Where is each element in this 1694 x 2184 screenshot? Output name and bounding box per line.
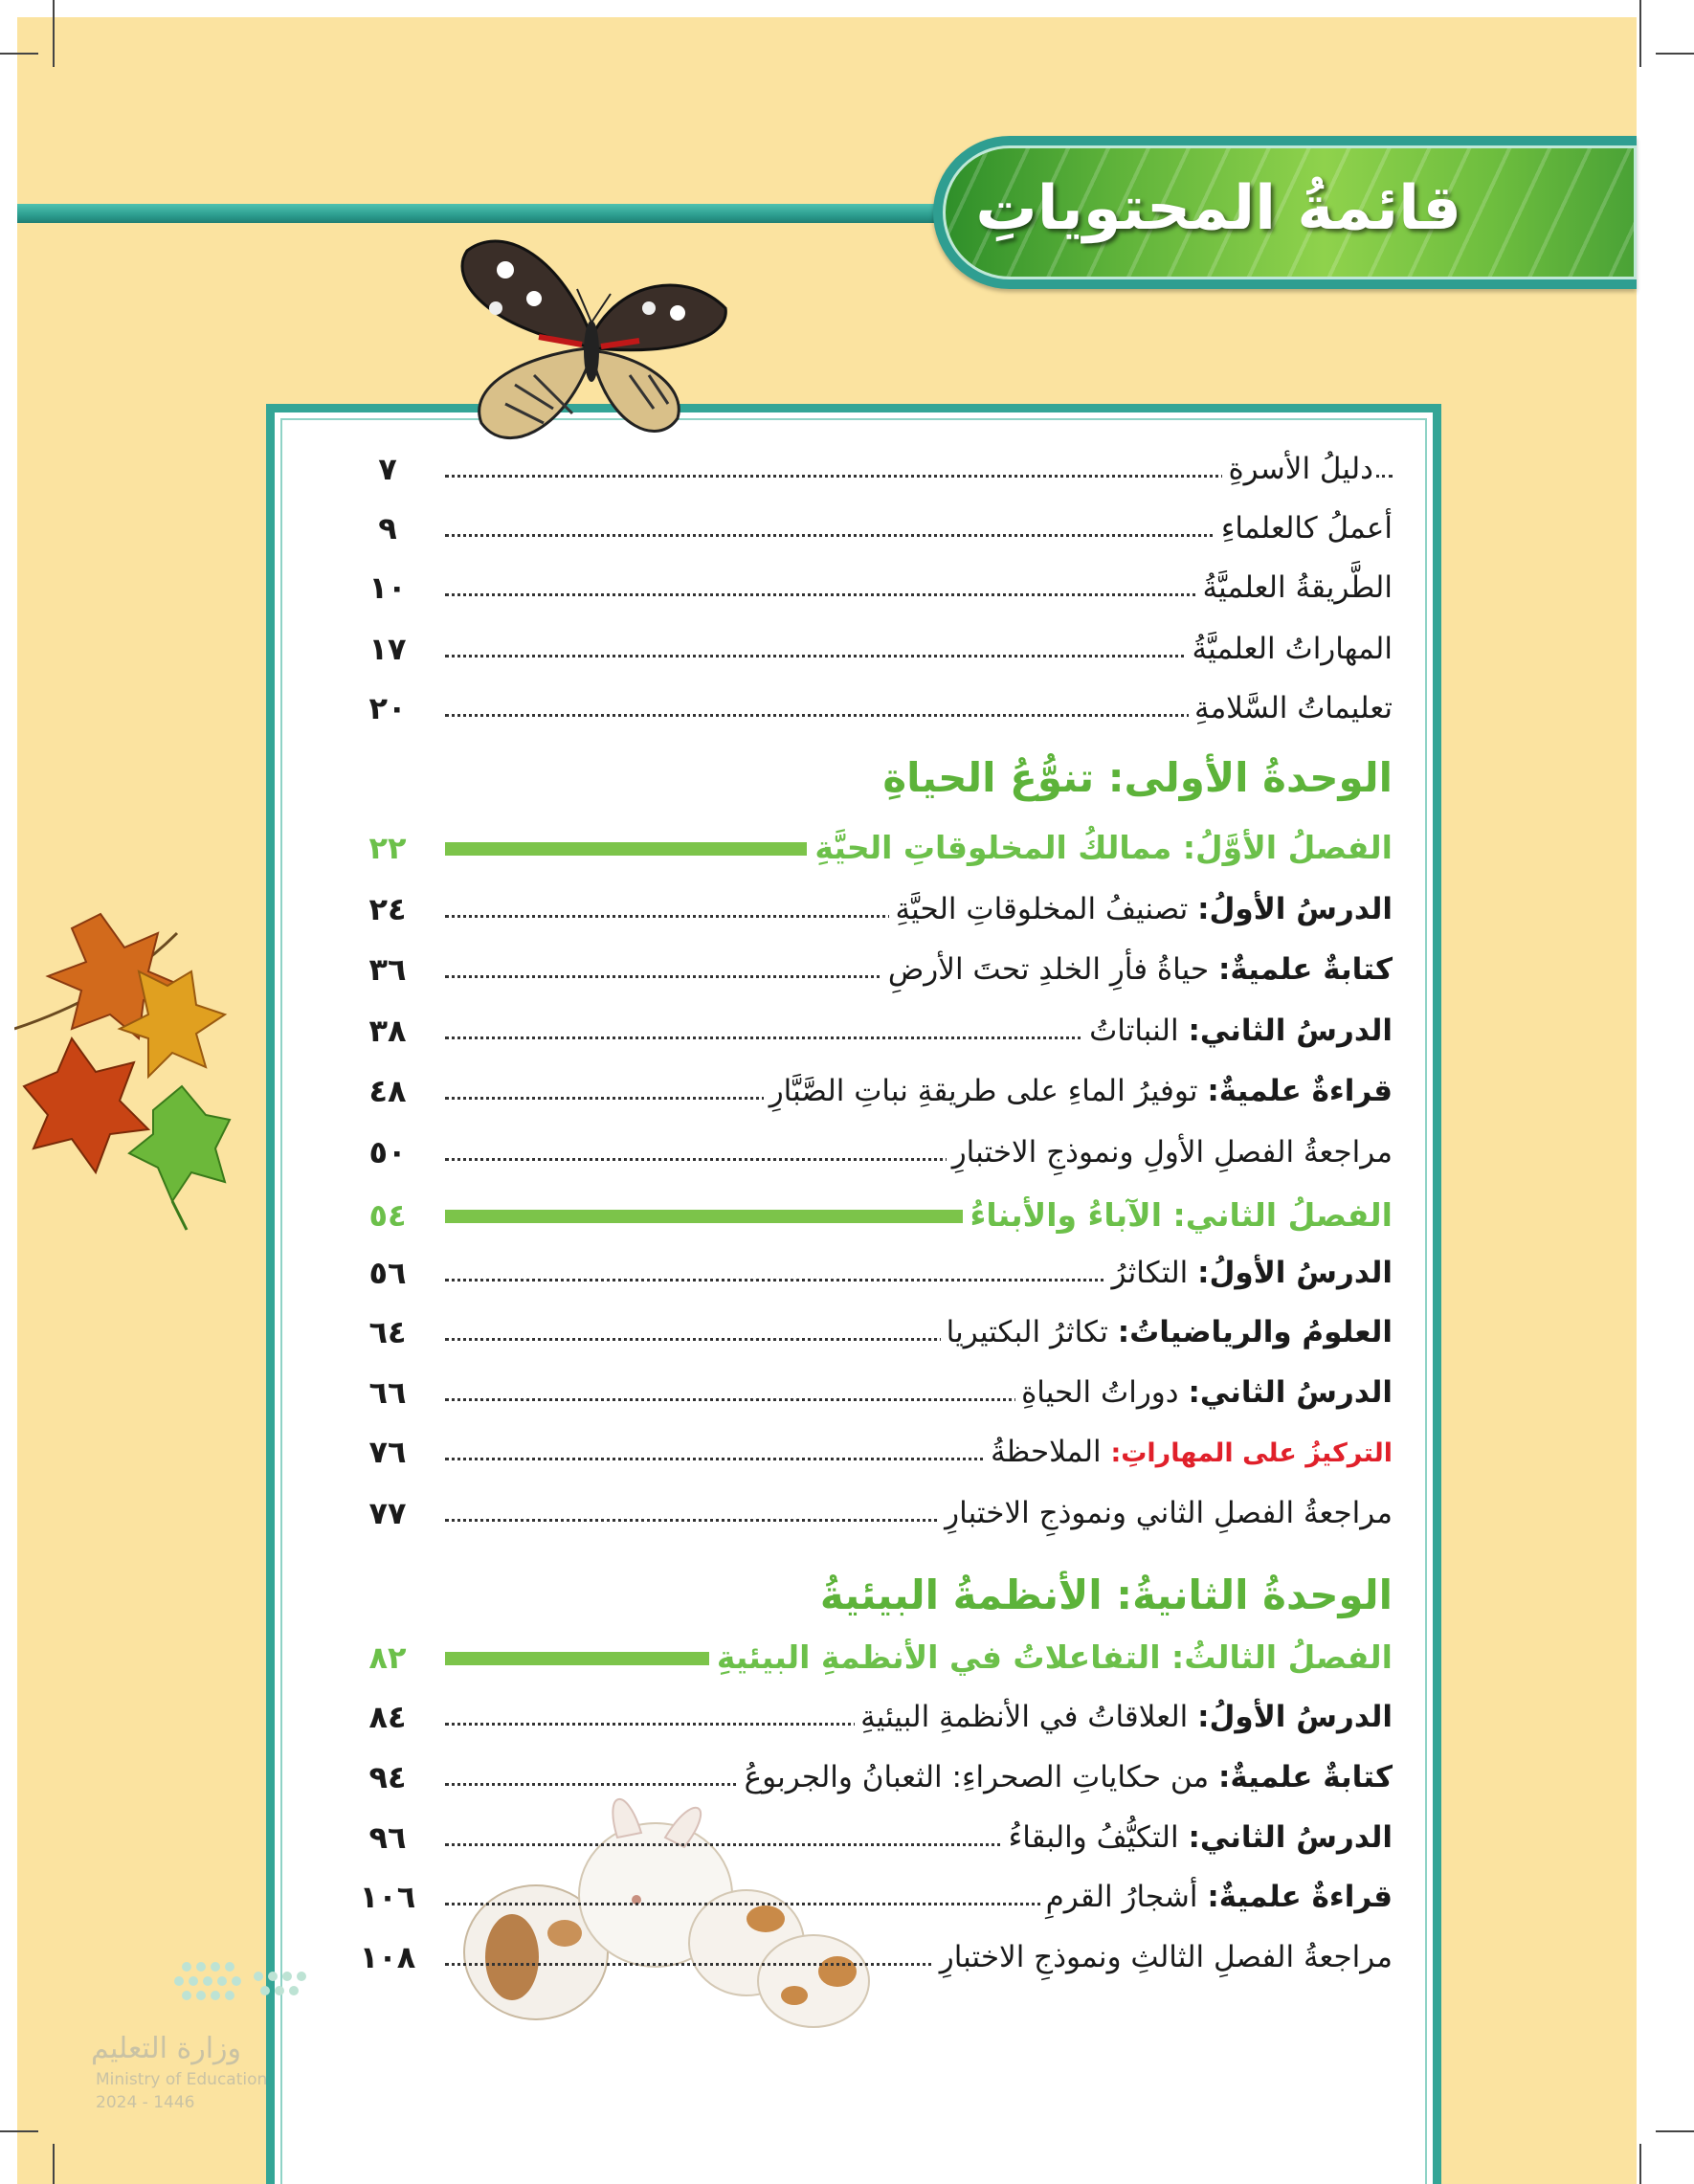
- toc-row-label: [889, 880, 1393, 938]
- toc-row-label: [1003, 1809, 1393, 1866]
- chapter-page: ٢٢: [368, 830, 407, 866]
- toc-row-text: التكيُّفُ والبقاءُ: [1008, 1820, 1179, 1855]
- toc-row-text: العلاقاتُ في الأنظمةِ البيئيةِ: [860, 1700, 1189, 1734]
- chapter-title: الفصلُ الثالثُ: التفاعلاتُ في الأنظمةِ البيئيةِ: [709, 1629, 1393, 1686]
- toc-row[interactable]: [349, 1688, 1393, 1746]
- toc-row-page: ٧٧: [368, 1495, 407, 1531]
- toc-row-label: تعليماتُ السَّلامةِ: [1189, 680, 1393, 737]
- crop-mark: [0, 53, 38, 55]
- chapter-title: الفصلُ الثاني: الآباءُ والأبناءُ: [963, 1187, 1393, 1244]
- ministry-name-en: Ministry of Education: [96, 2070, 268, 2089]
- header-line: [17, 204, 974, 223]
- toc-row-page: ٤٨: [368, 1073, 407, 1109]
- toc-row-page: ١٠٨: [359, 1939, 416, 1975]
- toc-row-text: الملاحظةُ: [990, 1435, 1102, 1469]
- toc-row-prefix: الدرسُ الثاني:: [1188, 1375, 1393, 1410]
- toc-row-prefix: الدرسُ الأولُ:: [1197, 1700, 1393, 1734]
- toc-row-label: [739, 1749, 1393, 1806]
- toc-row-text: تكاثرُ البكتيريا: [946, 1315, 1108, 1349]
- toc-row[interactable]: [349, 1124, 1393, 1181]
- ministry-dots-icon: [91, 1948, 340, 2015]
- unit-title: الوحدةُ الثانيةُ: الأنظمةُ البيئيةُ: [819, 1571, 1393, 1618]
- toc-row-text: التكاثرُ: [1111, 1256, 1189, 1290]
- toc-row[interactable]: [349, 1868, 1393, 1926]
- toc-row-label: المهاراتُ العلميَّةُ: [1186, 620, 1393, 678]
- autumn-leaves-illustration: [14, 895, 234, 1249]
- toc-row-label: [855, 1688, 1393, 1746]
- toc-row-page: ٩: [378, 510, 397, 546]
- toc-row-prefix: الدرسُ الأولُ:: [1197, 1256, 1393, 1290]
- toc-row-label: [764, 1062, 1393, 1120]
- toc-row-page: ٢٠: [368, 690, 407, 726]
- header-tab: [933, 136, 1637, 289]
- toc-row-page: ١٠: [368, 569, 407, 606]
- toc-row[interactable]: [349, 440, 1393, 498]
- toc-row[interactable]: [349, 880, 1393, 938]
- toc-row-page: ٣٦: [368, 951, 407, 988]
- toc-row[interactable]: [349, 1749, 1393, 1806]
- toc-row-prefix: الدرسُ الثاني:: [1188, 1820, 1393, 1855]
- toc-row-label: أعملُ كالعلماءِ: [1215, 500, 1393, 557]
- toc-row[interactable]: [349, 941, 1393, 998]
- chapter-row[interactable]: [349, 1629, 1393, 1686]
- crop-mark: [53, 0, 55, 67]
- toc-row[interactable]: [349, 1423, 1393, 1481]
- crop-mark: [1656, 2130, 1694, 2132]
- toc-row-label: [1040, 1868, 1393, 1926]
- toc-row-page: ٥٠: [368, 1134, 407, 1170]
- toc-row-label: الطَّريقةُ العلميَّةُ: [1196, 559, 1393, 616]
- ministry-name-ar: وزارة التعليم: [91, 2032, 242, 2065]
- toc-row-page: ٧٦: [368, 1434, 407, 1470]
- crop-mark: [1639, 0, 1641, 67]
- toc-row-prefix: الدرسُ الأولُ:: [1197, 892, 1393, 926]
- toc-row[interactable]: [349, 1928, 1393, 1986]
- toc-row-text: من حكاياتِ الصحراءِ: الثعبانُ والجربوعُ: [744, 1760, 1210, 1794]
- toc-row-text: النباتاتُ: [1089, 1014, 1179, 1048]
- toc-row-page: ٢٤: [368, 891, 407, 927]
- toc-row[interactable]: [349, 500, 1393, 557]
- page-title: قائمةُ المحتوياتِ: [975, 173, 1461, 244]
- toc-row-prefix: قراءةٌ علميةٌ:: [1207, 1074, 1393, 1108]
- toc-row[interactable]: [349, 1809, 1393, 1866]
- toc-row-page: ١٧: [368, 631, 407, 667]
- toc-row-page: ١٠٦: [359, 1879, 416, 1915]
- toc-row-prefix: الدرسُ الثاني:: [1188, 1014, 1393, 1048]
- toc-row-text: توفيرُ الماءِ على طريقةِ نباتِ الصَّبَّارِ: [769, 1074, 1198, 1108]
- toc-row-text: تصنيفُ المخلوقاتِ الحيَّةِ: [895, 892, 1189, 926]
- chapter-page: ٥٤: [368, 1197, 407, 1234]
- toc-row[interactable]: [349, 1304, 1393, 1361]
- crop-mark: [1656, 53, 1694, 55]
- toc-row-label: [1106, 1244, 1393, 1302]
- toc-row-label: [941, 1304, 1393, 1361]
- toc-row-label: [1015, 1364, 1393, 1421]
- toc-row-text: حياةُ فأرِ الخلدِ تحتَ الأرضِ: [887, 952, 1210, 987]
- toc-row-prefix: كتابةٌ علميةٌ:: [1217, 1760, 1393, 1794]
- toc-row-page: ٧: [378, 451, 397, 487]
- toc-row-label: مراجعةُ الفصلِ الثالثِ ونموذجِ الاختبارِ: [934, 1928, 1393, 1986]
- ministry-year: 2024 - 1446: [96, 2093, 195, 2112]
- toc-row-text: دوراتُ الحياةِ: [1021, 1375, 1179, 1410]
- crop-mark: [53, 2144, 55, 2184]
- toc-row-page: ٦٤: [368, 1314, 407, 1350]
- toc-row-prefix: قراءةٌ علميةٌ:: [1207, 1880, 1393, 1914]
- toc-row[interactable]: [349, 1484, 1393, 1542]
- toc-row-label: [1083, 1002, 1393, 1059]
- toc-row[interactable]: [349, 1002, 1393, 1059]
- toc-row-text: أشجارُ القرمِ: [1045, 1880, 1198, 1914]
- toc-row-label: دليلُ الأسرةِ: [1222, 440, 1373, 498]
- toc-row[interactable]: [349, 1364, 1393, 1421]
- chapter-row[interactable]: [349, 819, 1393, 877]
- unit-title: الوحدةُ الأولى: تنوُّعُ الحياةِ: [882, 754, 1393, 801]
- skills-focus-prefix: التركيزُ على المهاراتِ:: [1110, 1438, 1393, 1468]
- butterfly-illustration: [448, 222, 735, 461]
- toc-row-label: [985, 1423, 1393, 1482]
- toc-row[interactable]: [349, 620, 1393, 678]
- toc-row-page: ٣٨: [368, 1013, 407, 1049]
- toc-row-page: ٩٤: [368, 1759, 407, 1795]
- toc-row-label: [882, 941, 1393, 998]
- crop-mark: [0, 2130, 38, 2132]
- toc-row-prefix: العلومُ والرياضياتُ:: [1117, 1315, 1393, 1349]
- toc-row[interactable]: [349, 1244, 1393, 1302]
- toc-row-label: مراجعةُ الفصلِ الأولِ ونموذجِ الاختبارِ: [947, 1124, 1393, 1181]
- chapter-title: الفصلُ الأوَّلُ: ممالكُ المخلوقاتِ الحيَّةِ: [807, 819, 1393, 877]
- toc-row-page: ٦٦: [368, 1374, 407, 1411]
- toc-row[interactable]: [349, 559, 1393, 616]
- toc-row-page: ٨٤: [368, 1699, 407, 1735]
- toc-row-page: ٥٦: [368, 1255, 407, 1291]
- toc-row[interactable]: [349, 680, 1393, 737]
- leaf-texture: [943, 145, 1637, 279]
- crop-mark: [1639, 2144, 1641, 2184]
- chapter-row[interactable]: [349, 1187, 1393, 1244]
- toc-row-page: ٩٦: [368, 1819, 407, 1856]
- toc-row-label: مراجعةُ الفصلِ الثاني ونموذجِ الاختبارِ: [939, 1484, 1393, 1542]
- chapter-page: ٨٢: [368, 1639, 407, 1676]
- toc-row-prefix: كتابةٌ علميةٌ:: [1217, 952, 1393, 987]
- toc-row[interactable]: [349, 1062, 1393, 1120]
